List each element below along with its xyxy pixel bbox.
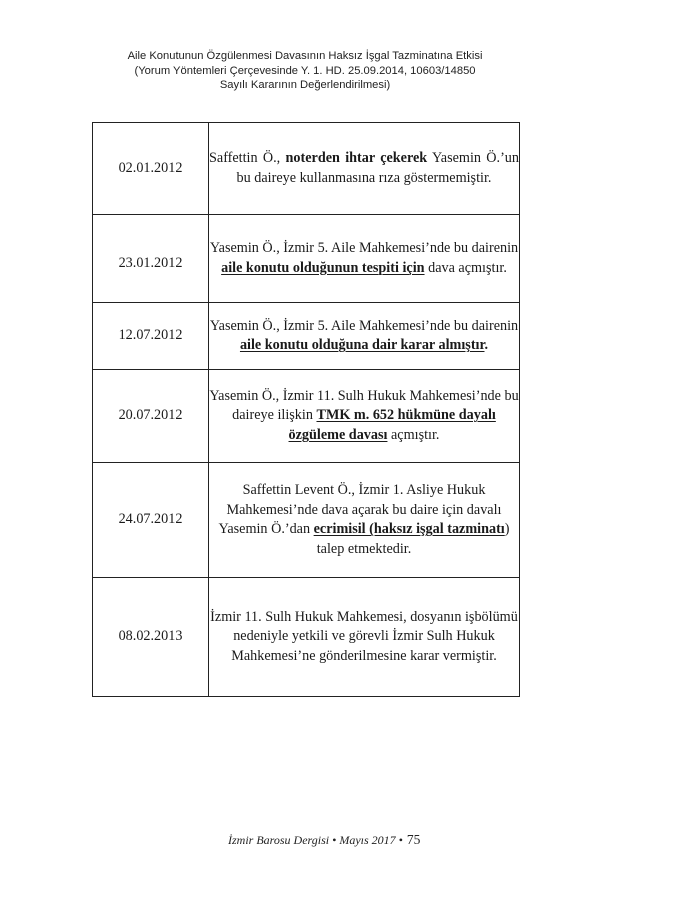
description-text: Yasemin Ö.’un bu daireye kullanmasına rıza göstermemiştir.	[236, 150, 519, 186]
description-underlined: aile konutu olduğunun tespiti için	[221, 259, 425, 276]
table-row	[93, 303, 520, 370]
description-cell	[209, 370, 520, 463]
description-cell	[209, 303, 520, 370]
date-cell: 02.01.2012	[93, 123, 209, 215]
description-text: Saffettin Ö.,	[209, 150, 286, 166]
description-text: Yasemin Ö., İzmir 5. Aile Mahkemesi’nde bu dairenin	[209, 317, 519, 334]
description-cell	[209, 215, 520, 303]
description-text: İzmir 11. Sulh Hukuk Mahkemesi, dosyanın işbölümü nedeniyle yetkili ve görevli İzmir Sulh Hukuk Mahkemesi’ne gönderilmesine karar vermiştir.	[210, 608, 518, 664]
description-emphasis: noterden ihtar çekerek	[285, 150, 428, 166]
description-text: Yasemin Ö., İzmir 11. Sulh Hukuk Mahkemesi’nde bu daireye ilişkin	[209, 387, 519, 424]
description-cell	[209, 123, 520, 215]
description-text: ) talep etmektedir.	[316, 521, 510, 557]
description-text: açmıştır.	[387, 426, 440, 443]
description-underlined: TMK m. 652 hükmüne dayalı özgüleme davası	[288, 407, 496, 443]
chronology-table	[92, 122, 520, 697]
table-row	[93, 215, 520, 303]
header-line-1: Aile Konutunun Özgülenmesi Davasının Haksız İşgal Tazminatına Etkisi	[127, 50, 483, 62]
date-cell: 20.07.2012	[93, 370, 209, 463]
description-underlined: aile konutu olduğuna dair karar almıştır	[239, 337, 485, 353]
date-cell: 08.02.2013	[93, 578, 209, 697]
table-row	[93, 463, 520, 578]
description-cell	[209, 463, 520, 578]
date-cell: 12.07.2012	[93, 303, 209, 370]
header-line-2: (Yorum Yöntemleri Çerçevesinde Y. 1. HD. 25.09.2014, 10603/14850	[134, 64, 476, 77]
running-header	[90, 49, 520, 93]
description-text: Yasemin Ö., İzmir 5. Aile Mahkemesi’nde bu dairenin	[209, 240, 519, 256]
date-cell: 23.01.2012	[93, 215, 209, 303]
table-row	[93, 370, 520, 463]
table-row	[93, 578, 520, 697]
description-text: Saffettin Levent Ö., İzmir 1. Asliye Hukuk Mahkemesi’nde dava açarak bu daire için davalı Yasemin Ö.’dan	[218, 482, 502, 537]
header-line-3: Sayılı Kararının Değerlendirilmesi)	[219, 79, 391, 92]
journal-name: İzmir Barosu Dergisi • Mayıs 2017 •	[228, 833, 403, 847]
description-text: .	[484, 337, 489, 353]
page-number: 75	[406, 832, 421, 847]
table-row	[93, 123, 520, 215]
description-underlined: ecrimisil (haksız işgal tazminatı	[313, 521, 505, 537]
description-cell	[209, 578, 520, 697]
date-cell: 24.07.2012	[93, 463, 209, 578]
page-footer	[228, 832, 420, 848]
description-text: dava açmıştır.	[424, 259, 507, 276]
